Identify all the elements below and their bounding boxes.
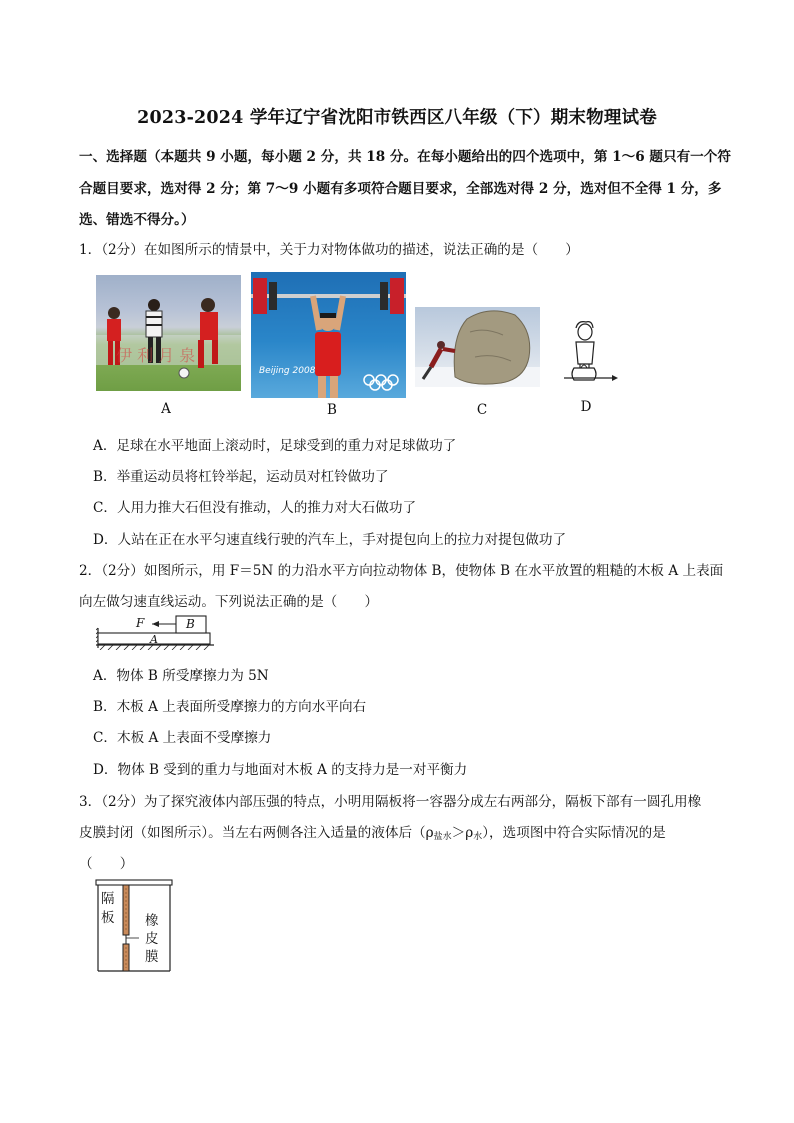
section-instructions-line2: 合题目要求，选对得 2 分；第 7～9 小题有多项符合题目要求，全部选对得 2 分，选对但不全得 1 分，多 [79, 181, 722, 197]
q3-stem-line2-a: 皮膜封闭（如图所示）。当左右两侧各注入适量的液体后（ [79, 825, 426, 841]
person-carrying-bag-diagram [560, 318, 620, 392]
q1-stem: 1．（2分）在如图所示的情景中，关于力对物体做功的描述，说法正确的是（ ） [79, 242, 579, 258]
q1-caption-b: B [327, 402, 337, 418]
q2-stem-line2: 向左做匀速直线运动。下列说法正确的是（ ） [79, 594, 379, 610]
page-title: 2023-2024 学年辽宁省沈阳市铁西区八年级（下）期末物理试卷 [137, 108, 657, 128]
boulder-push-illustration [415, 307, 540, 387]
rho-symbol-salt: ρ [425, 825, 434, 841]
q2-option-d: D．物体 B 受到的重力与地面对木板 A 的支持力是一对平衡力 [93, 762, 468, 778]
q1-caption-a: A [161, 401, 171, 417]
q3-stem-line3: （ ） [79, 856, 134, 872]
q2-block-board-diagram [96, 614, 216, 650]
q1-option-b: B．举重运动员将杠铃举起，运动员对杠铃做功了 [93, 469, 389, 485]
section-instructions-line3: 选、错选不得分。） [79, 212, 195, 228]
q1-option-c: C．人用力推大石但没有推动，人的推力对大石做功了 [93, 500, 417, 516]
soccer-photo [96, 275, 241, 391]
svg-text:伊 利 月 泉: 伊 利 月 泉 [116, 346, 196, 365]
q2-block-b-label: B [186, 617, 195, 631]
subscript-water: 水 [473, 832, 483, 842]
q1-caption-c: C [476, 402, 488, 418]
soccer-players-illustration [96, 275, 241, 391]
weightlifting-photo [251, 272, 406, 398]
greater-than-sign: ＞ [451, 825, 466, 841]
q3-container-diagram [95, 878, 175, 973]
q2-stem-line1: 2．（2分）如图所示，用 F＝5N 的力沿水平方向拉动物体 B，使物体 B 在水平放置的粗糙的木板 A 上表面 [79, 563, 724, 579]
boulder-photo [415, 307, 540, 387]
q2-board-a-label: A [150, 633, 158, 646]
q3-partition-label: 隔板 [101, 891, 115, 926]
q2-option-b: B．木板 A 上表面所受摩擦力的方向水平向右 [93, 699, 367, 715]
q1-caption-d: D [580, 399, 592, 415]
q1-option-a: A．足球在水平地面上滚动时，足球受到的重力对足球做功了 [93, 438, 457, 454]
q2-option-a: A．物体 B 所受摩擦力为 5N [93, 668, 269, 684]
q2-option-c: C．木板 A 上表面不受摩擦力 [93, 730, 272, 746]
weightlifter-illustration [251, 272, 406, 398]
q3-stem-line2-b: ），选项图中符合实际情况的是 [482, 825, 666, 841]
q1-option-d: D．人站在正在水平匀速直线行驶的汽车上，手对提包向上的拉力对提包做功了 [93, 532, 567, 548]
subscript-salt-water: 盐水 [433, 832, 452, 842]
section-instructions-line1: 一、选择题（本题共 9 小题，每小题 2 分，共 18 分。在每小题给出的四个选项中，第 1～6 题只有一个符 [79, 149, 731, 165]
q2-force-label: F [136, 616, 145, 630]
rho-symbol-water: ρ [465, 825, 474, 841]
q3-stem-line1: 3．（2分）为了探究液体内部压强的特点，小明用隔板将一容器分成左右两部分，隔板下部有一圆孔用橡 [79, 794, 702, 810]
q3-stem-line2 [79, 821, 666, 842]
q3-membrane-label: 橡皮膜 [145, 913, 159, 965]
beijing-2008-logo-text: Beijing 2008 [259, 366, 316, 376]
